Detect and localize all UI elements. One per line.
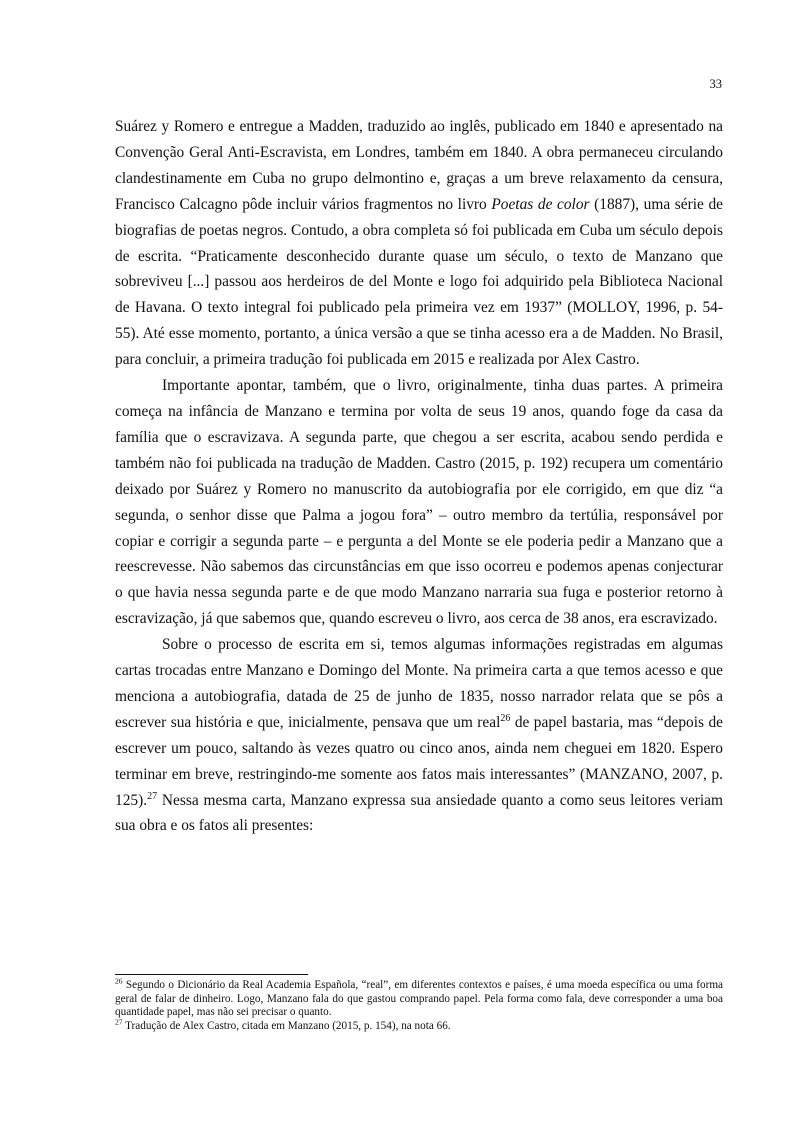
paragraph-text: Sobre o processo de escrita em si, temos algumas informações registradas em algumas cartas trocadas entre Manzano e Domingo del Monte. Na primeira carta a que temos acesso e que menciona a autobiografia, datada de 25 de junho de 1835, nosso narrador relata que se pôs a escrever sua história e que, inicialmente, pensava que um real <box>115 636 723 731</box>
paragraph-text: (1887), uma série de biografias de poetas negros. Contudo, a obra completa só foi publicada em Cuba um século depois de escrita. “Praticamente desconhecido durante quase um século, o texto de Manzano que sobreviveu [...] passou aos herdeiros de del Monte e logo foi adquirido pela Biblioteca Nacional de Havana. O texto integral foi publicado pela primeira vez em 1937” (MOLLOY, 1996, p. 54-55). Até esse momento, portanto, a única versão a que se tinha acesso era a de Madden. No Brasil, para concluir, a primeira tradução foi publicada em 2015 e realizada por Alex Castro. <box>115 195 723 369</box>
footnote-marker: 26 <box>115 976 123 986</box>
footnote-text: Tradução de Alex Castro, citada em Manzano (2015, p. 154), na nota 66. <box>122 1019 451 1032</box>
page-number: 33 <box>709 77 722 91</box>
paragraph-3 <box>115 632 723 839</box>
book-title-italic: Poetas de color <box>491 195 590 213</box>
footnote-reference-26[interactable]: 26 <box>500 712 511 724</box>
footnote-text: Segundo o Dicionário da Real Academia Española, “real”, em diferentes contextos e países, é uma moeda específica ou uma forma geral de falar de dinheiro. Logo, Manzano fala do que gastou comprando papel. Pela forma como fala, deve corresponder a uma boa quantidade papel, mas não sei precisar o quanto. <box>115 979 723 1019</box>
footnote-separator <box>115 974 308 975</box>
footnote-27 <box>115 1017 723 1034</box>
paragraph-text: Importante apontar, também, que o livro, originalmente, tinha duas partes. A primeira começa na infância de Manzano e termina por volta de seus 19 anos, quando foge da casa da família que o escravizava. A segunda parte, que chegou a ser escrita, acabou sendo perdida e também não foi publicada na tradução de Madden. Castro (2015, p. 192) recupera um comentário deixado por Suárez y Romero no manuscrito da autobiografia por ele corrigido, em que diz “a segunda, o senhor disse que Palma a jogou fora” – outro membro da tertúlia, responsável por copiar e corrigir a segunda parte – e pergunta a del Monte se ele poderia pedir a Manzano que a reescrevesse. Não sabemos das circunstâncias em que isso ocorreu e podemos apenas conjecturar o que havia nessa segunda parte e de que modo Manzano narraria sua fuga e posterior retorno à escravização, já que sabemos que, quando escreveu o livro, aos cerca de 38 anos, era escravizado. <box>115 377 723 628</box>
paragraph-text: Nessa mesma carta, Manzano expressa sua ansiedade quanto a como seus leitores veriam sua obra e os fatos ali presentes: <box>115 791 723 835</box>
footnotes <box>115 976 723 1033</box>
paragraph-text: Suárez y Romero e entregue a Madden, traduzido ao inglês, publicado em 1840 e apresentado na Convenção Geral Anti-Escravista, em Londres, também em 1840. A obra permaneceu circulando clandestinamente em Cuba no grupo delmontino e, graças a um breve relaxamento da censura, Francisco Calcagno pôde incluir vários fragmentos no livro <box>115 118 723 213</box>
footnote-reference-27[interactable]: 27 <box>147 790 158 802</box>
paragraph-1 <box>115 114 723 373</box>
footnote-marker: 27 <box>115 1017 123 1027</box>
body-text <box>115 114 723 839</box>
paragraph-2 <box>115 373 723 632</box>
paragraph-text: de papel bastaria, mas “depois de escrever um pouco, saltando às vezes quatro ou cinco anos, ainda nem cheguei em 1820. Espero terminar em breve, restringindo-me somente aos fatos mais interessantes” (MANZANO, 2007, p. 125). <box>115 713 723 809</box>
footnote-26 <box>115 976 723 1020</box>
